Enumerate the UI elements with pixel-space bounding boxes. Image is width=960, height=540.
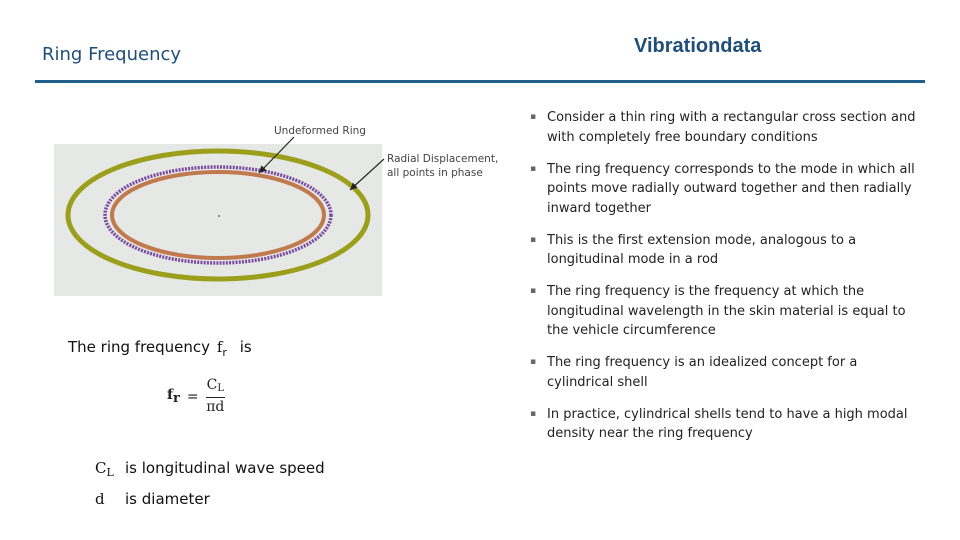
bullet-item: ▪ The ring frequency corresponds to the mode in which all points move radially outward together and then radially inward together (530, 161, 915, 216)
definition-text: is diameter (125, 490, 210, 508)
ring-frequency-statement (68, 338, 252, 359)
header-divider (35, 80, 925, 83)
bullet-marker-icon: ▪ (530, 112, 537, 122)
bullet-list (530, 108, 925, 456)
slide-title: Ring Frequency (42, 44, 182, 65)
ring-center-dot (218, 215, 220, 217)
bullet-item: ▪ This is the first extension mode, analogous to a longitudinal mode in a rod (530, 232, 857, 267)
bullet-item: ▪ In practice, cylindrical shells tend to have a high modal density near the ring frequency (530, 406, 908, 441)
ring-frequency-formula (167, 377, 225, 416)
formula-lhs: fr (167, 387, 180, 406)
ring-diagram (54, 115, 504, 300)
definition-symbol: d (95, 490, 105, 508)
formula-denominator: πd (206, 399, 225, 415)
frequency-symbol: f (216, 338, 223, 356)
brand-name: Vibrationdata (634, 35, 762, 57)
bullet-item: ▪ The ring frequency is an idealized concept for a cylindrical shell (530, 355, 858, 390)
statement-prefix: The ring frequency (68, 338, 211, 356)
formula-fraction (206, 377, 225, 416)
statement-suffix: is (239, 338, 252, 356)
formula-numerator: $C_L$ (206, 377, 225, 398)
definition-row (95, 486, 325, 517)
bullet-marker-icon: ▪ (530, 286, 537, 296)
radial-displacement-label: Radial Displacement, (387, 153, 499, 165)
definition-symbol: $C_L$ (95, 459, 114, 479)
bullet-marker-icon: ▪ (530, 408, 537, 419)
radial-displacement-label-2: all points in phase (387, 167, 483, 179)
bullet-marker-icon: ▪ (530, 357, 537, 367)
bullet-marker-icon: ▪ (530, 163, 537, 174)
formula-equals: = (186, 388, 199, 405)
frequency-subscript: r (222, 346, 227, 359)
definition-text: is longitudinal wave speed (125, 459, 325, 477)
bullet-item: ▪ The ring frequency is the frequency at which the longitudinal wavelength in the skin material is equal to the vehicle circumference (530, 284, 906, 338)
variable-definitions (95, 455, 325, 517)
bullet-item: ▪ Consider a thin ring with a rectangular cross section and with completely free boundary conditions (530, 110, 916, 145)
bullet-marker-icon: ▪ (530, 234, 537, 245)
definition-row (95, 455, 325, 486)
undeformed-ring-label: Undeformed Ring (274, 125, 366, 137)
